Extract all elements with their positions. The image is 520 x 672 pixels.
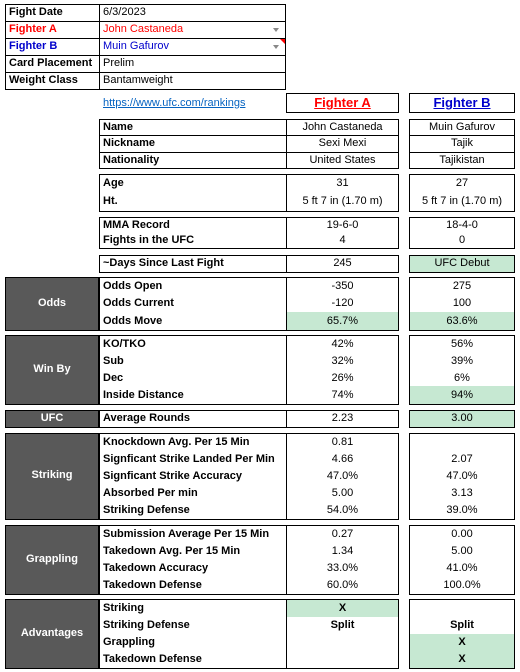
adv-striking-a: X [338, 602, 347, 614]
odds-open-b: 275 [452, 280, 472, 292]
chevron-down-icon[interactable] [273, 45, 279, 49]
nationality-a: United States [309, 154, 376, 166]
submission-avg-a: 0.27 [331, 528, 354, 540]
fight-date-label: Fight Date [9, 6, 63, 18]
absorbed-b: 3.13 [451, 487, 473, 499]
nationality-b: Tajikistan [439, 154, 485, 166]
adv-striking-label: Striking [103, 602, 144, 614]
weight-class-value[interactable]: Bantamweight [103, 74, 173, 86]
strikes-landed-label: Signficant Strike Landed Per Min [103, 453, 275, 465]
knockdown-label: Knockdown Avg. Per 15 Min [103, 436, 250, 448]
fighter-a-label: Fighter A [9, 23, 57, 35]
adv-striking-defense-a: Split [330, 619, 355, 631]
submission-avg-label: Submission Average Per 15 Min [103, 528, 270, 540]
strike-accuracy-a: 47.0% [326, 470, 359, 482]
adv-grappling-b: X [458, 636, 466, 648]
odds-move-label: Odds Move [103, 315, 163, 327]
adv-striking-defense-b: Split [450, 619, 474, 631]
nickname-b: Tajik [450, 137, 473, 149]
age-b: 27 [455, 177, 469, 189]
sub-label: Sub [103, 355, 124, 367]
sub-a: 32% [331, 355, 354, 367]
avg-rounds-a: 2.23 [331, 412, 354, 424]
advantages-title: Advantages [20, 627, 84, 639]
takedown-defense-a: 60.0% [326, 579, 359, 591]
takedown-defense-label: Takedown Defense [103, 579, 202, 591]
striking-defense-label: Striking Defense [103, 504, 190, 516]
takedown-accuracy-a: 33.0% [326, 562, 359, 574]
takedown-defense-b: 100.0% [443, 579, 481, 591]
submission-avg-b: 0.00 [451, 528, 473, 540]
nickname-label: Nickname [103, 137, 155, 149]
ufc-title: UFC [40, 412, 64, 424]
strike-accuracy-label: Signficant Strike Accuracy [103, 470, 242, 482]
ko-a: 42% [331, 338, 354, 350]
record-a: 19-6-0 [326, 219, 359, 231]
ko-b: 56% [450, 338, 474, 350]
height-b: 5 ft 7 in (1.70 m) [421, 195, 503, 207]
fight-date-value[interactable]: 6/3/2023 [103, 6, 146, 18]
takedown-avg-a: 1.34 [331, 545, 354, 557]
adv-takedown-defense-label: Takedown Defense [103, 653, 202, 665]
absorbed-a: 5.00 [331, 487, 354, 499]
record-label: MMA Record [103, 219, 170, 231]
avg-rounds-label: Average Rounds [103, 412, 191, 424]
adv-takedown-defense-b: X [458, 653, 466, 665]
age-a: 31 [336, 177, 349, 189]
absorbed-label: Absorbed Per min [103, 487, 198, 499]
odds-title: Odds [37, 297, 67, 309]
fighter-b-select[interactable]: Muin Gafurov [103, 40, 170, 52]
dec-label: Dec [103, 372, 124, 384]
age-label: Age [103, 177, 124, 189]
takedown-accuracy-label: Takedown Accuracy [103, 562, 209, 574]
dec-a: 26% [331, 372, 354, 384]
days-b: UFC Debut [434, 257, 490, 269]
card-placement-value[interactable]: Prelim [103, 57, 135, 69]
name-b: Muin Gafurov [428, 121, 496, 133]
nickname-a: Sexi Mexi [318, 137, 367, 149]
adv-striking-defense-label: Striking Defense [103, 619, 190, 631]
fighter-a-select[interactable]: John Castaneda [103, 23, 184, 35]
comment-marker-icon [280, 39, 285, 44]
odds-open-label: Odds Open [103, 280, 163, 292]
takedown-avg-b: 5.00 [451, 545, 473, 557]
sub-b: 39% [450, 355, 474, 367]
striking-defense-a: 54.0% [326, 504, 359, 516]
odds-move-a: 65.7% [326, 315, 359, 327]
days-a: 245 [333, 257, 352, 269]
adv-grappling-label: Grappling [103, 636, 155, 648]
takedown-accuracy-b: 41.0% [446, 562, 478, 574]
ufc-fights-a: 4 [339, 234, 346, 246]
inside-distance-label: Inside Distance [103, 389, 184, 401]
fighter-a-header-label: Fighter A [314, 95, 371, 110]
odds-current-a: -120 [331, 297, 354, 309]
weight-class-label: Weight Class [9, 74, 78, 86]
striking-title: Striking [31, 469, 73, 481]
striking-defense-b: 39.0% [446, 504, 478, 516]
strike-accuracy-b: 47.0% [446, 470, 478, 482]
height-label: Ht. [103, 195, 118, 207]
knockdown-a: 0.81 [331, 436, 354, 448]
card-placement-label: Card Placement [9, 57, 93, 69]
grappling-title: Grappling [26, 553, 78, 565]
odds-current-b: 100 [452, 297, 472, 309]
nationality-label: Nationality [103, 154, 160, 166]
avg-rounds-b: 3.00 [451, 412, 473, 424]
odds-move-b: 63.6% [446, 315, 478, 327]
odds-open-a: -350 [331, 280, 354, 292]
ko-label: KO/TKO [103, 338, 146, 350]
takedown-avg-label: Takedown Avg. Per 15 Min [103, 545, 241, 557]
strikes-landed-b: 2.07 [451, 453, 473, 465]
height-a: 5 ft 7 in (1.70 m) [302, 195, 383, 207]
fighter-b-label: Fighter B [9, 40, 58, 52]
days-label: ~Days Since Last Fight [103, 257, 224, 269]
inside-distance-b: 94% [450, 389, 474, 401]
rankings-link[interactable]: https://www.ufc.com/rankings [103, 97, 246, 109]
chevron-down-icon[interactable] [273, 28, 279, 32]
strikes-landed-a: 4.66 [331, 453, 354, 465]
ufc-fights-b: 0 [458, 234, 466, 246]
winby-title: Win By [33, 363, 71, 375]
inside-distance-a: 74% [331, 389, 354, 401]
record-b: 18-4-0 [446, 219, 478, 231]
dec-b: 6% [454, 372, 470, 384]
name-a: John Castaneda [302, 121, 383, 133]
odds-current-label: Odds Current [103, 297, 174, 309]
name-label: Name [103, 121, 133, 133]
fighter-b-header-label: Fighter B [433, 95, 491, 110]
ufc-fights-label: Fights in the UFC [103, 234, 195, 246]
